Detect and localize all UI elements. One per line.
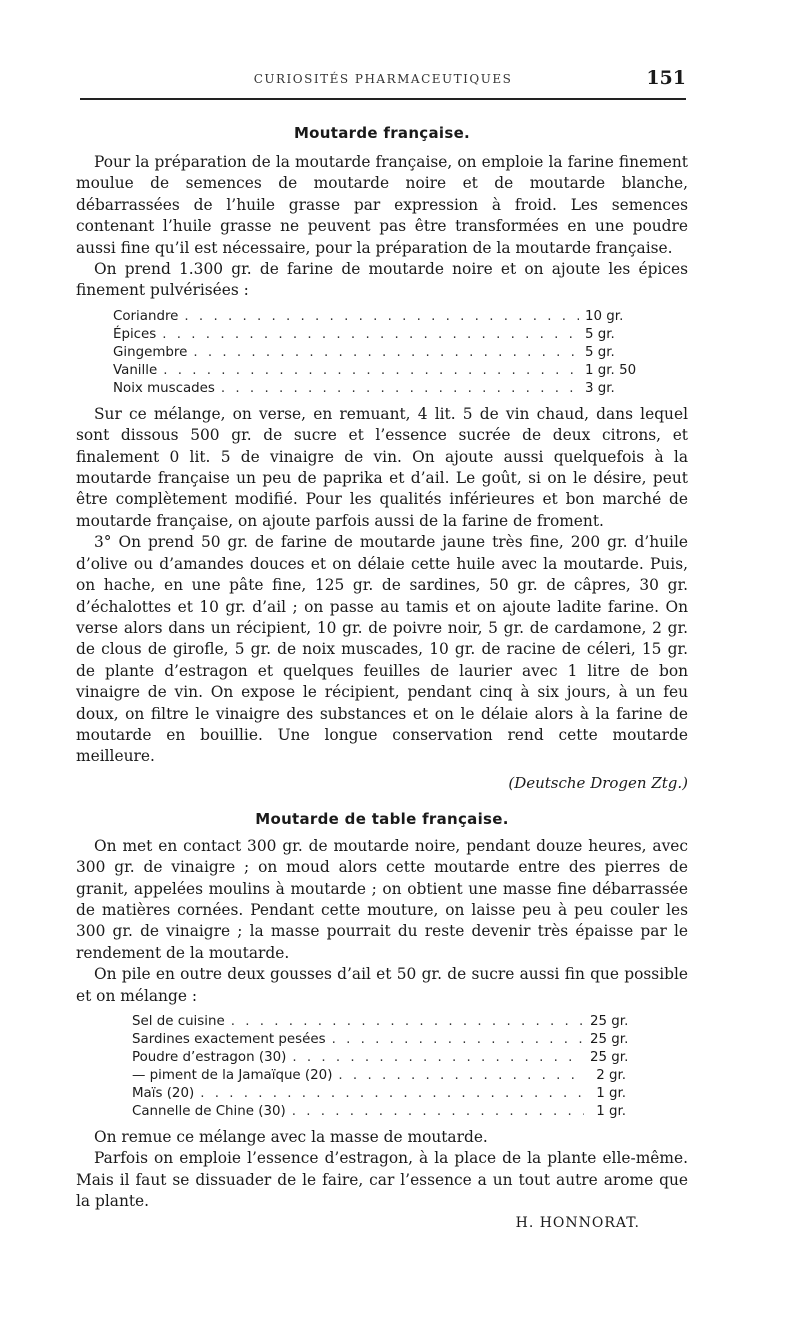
ingredient-row bbox=[113, 344, 643, 362]
ingredient-list bbox=[113, 308, 643, 398]
ingredient-quantity: 5 gr. bbox=[585, 326, 615, 342]
ingredient-row bbox=[113, 380, 643, 398]
page-number: 151 bbox=[646, 67, 686, 89]
paragraph: On met en contact 300 gr. de moutarde noire, pendant douze heures, avec 300 gr. de vinaigre ; on moud alors cette moutarde entre des pierres de granit, appelées moulins à moutarde ; on obtient une masse fine débarrassée de matières cornées. Pendant cette mouture, on laisse peu à peu couler les 300 gr. de vinaigre ; la masse pourrait du reste devenir très épaisse par le rendement de la moutarde. bbox=[76, 836, 688, 962]
ingredient-name: Coriandre bbox=[113, 308, 179, 324]
ingredient-quantity: 3 gr. bbox=[585, 380, 615, 396]
ingredient-name: Maïs (20) bbox=[132, 1086, 195, 1101]
author-signature: H. HONNORAT. bbox=[515, 1214, 640, 1231]
paragraph: 3° On prend 50 gr. de farine de moutarde jaune très fine, 200 gr. d’huile d’olive ou d’amandes douces et on délaie cette huile avec la moutarde. Puis, on hache, en une pâte fine, 125 gr. de sardines, 50 gr. de câpres, 30 gr. d’échalottes et 10 gr. d’ail ; on passe au tamis et on ajoute ladite farine. On verse alors dans un récipient, 10 gr. de poivre noir, 5 gr. de cardamone, 2 gr. de clous de girofle, 5 gr. de noix muscades, 10 gr. de racine de céleri, 15 gr. de plante d’estragon et quelques feuilles de laurier avec 1 litre de bon vinaigre de vin. On expose le récipient, pendant cinq à six jours, à un feu doux, on filtre le vinaigre des substances et on le délaie alors à la farine de moutarde en bouillie. Une longue conservation rend cette moutarde meilleure. bbox=[76, 533, 688, 766]
ingredient-quantity: 1 gr. 50 bbox=[585, 362, 637, 378]
paragraph: Sur ce mélange, on verse, en remuant, 4 lit. 5 de vin chaud, dans lequel sont dissous 500 gr. de sucre et l’essence sucrée de deux citrons, et finalement 0 lit. 5 de vinaigre de vin. On ajoute aussi quelquefois à la moutarde française un peu de paprika et d’ail. Le goût, si on le désire, peut être complètement modifié. Pour les qualités inférieures et bon marché de moutarde française, on ajoute parfois aussi de la farine de froment. bbox=[76, 404, 688, 530]
running-title: CURIOSITÉS PHARMACEUTIQUES bbox=[253, 72, 513, 86]
ingredient-row bbox=[132, 1067, 626, 1085]
ingredient-name: Noix muscades bbox=[113, 380, 215, 396]
paragraph: Pour la préparation de la moutarde française, on emploie la farine finement moulue de semences de moutarde noire et de moutarde blanche, débarrassées de l’huile grasse par expression à froid. Les semences contenant l’huile grasse ne peuvent pas être transformées en une poudre aussi fine qu’il est nécessaire, pour la préparation de la moutarde française. bbox=[76, 153, 688, 257]
ingredient-name: — piment de la Jamaïque (20) bbox=[132, 1068, 333, 1083]
ingredient-row bbox=[132, 1049, 629, 1067]
leader-dots bbox=[221, 380, 579, 398]
leader-dots bbox=[292, 1049, 584, 1067]
ingredient-quantity: 5 gr. bbox=[585, 344, 615, 360]
ingredient-name: Vanille bbox=[113, 362, 158, 378]
section-title-moutarde-francaise: Moutarde française. bbox=[293, 124, 471, 142]
leader-dots bbox=[193, 344, 579, 362]
source-citation: (Deutsche Drogen Ztg.) bbox=[508, 773, 688, 792]
page-content bbox=[76, 118, 688, 1231]
ingredient-quantity: 25 gr. bbox=[590, 1050, 629, 1065]
ingredient-row bbox=[132, 1085, 626, 1103]
paragraph: On pile en outre deux gousses d’ail et 50 gr. de sucre aussi fin que possible et on mélange : bbox=[76, 965, 688, 1005]
ingredient-row bbox=[132, 1031, 629, 1049]
ingredient-row bbox=[113, 326, 643, 344]
ingredient-quantity: 1 gr. bbox=[596, 1104, 626, 1119]
leader-dots bbox=[338, 1067, 584, 1085]
leader-dots bbox=[231, 1013, 584, 1031]
ingredient-row bbox=[113, 362, 643, 380]
ingredient-quantity: 1 gr. bbox=[596, 1086, 626, 1101]
leader-dots bbox=[292, 1103, 584, 1121]
paragraph: Parfois on emploie l’essence d’estragon, à la place de la plante elle-même. Mais il faut se dissuader de le faire, car l’essence a un tout autre arome que la plante. bbox=[76, 1149, 688, 1211]
leader-dots bbox=[162, 326, 579, 344]
ingredient-quantity: 25 gr. bbox=[590, 1014, 629, 1029]
ingredient-quantity: 10 gr. bbox=[585, 308, 624, 324]
leader-dots bbox=[200, 1085, 584, 1103]
ingredient-quantity: 25 gr. bbox=[590, 1032, 629, 1047]
ingredient-name: Sel de cuisine bbox=[132, 1014, 225, 1029]
ingredient-quantity: 2 gr. bbox=[596, 1068, 626, 1083]
leader-dots bbox=[332, 1031, 584, 1049]
ingredient-name: Sardines exactement pesées bbox=[132, 1032, 326, 1047]
paragraph: On remue ce mélange avec la masse de moutarde. bbox=[94, 1128, 488, 1146]
paragraph: On prend 1.300 gr. de farine de moutarde noire et on ajoute les épices finement pulvérisées : bbox=[76, 260, 688, 300]
ingredient-name: Cannelle de Chine (30) bbox=[132, 1104, 286, 1119]
ingredient-row bbox=[113, 308, 643, 326]
ingredient-row bbox=[132, 1013, 629, 1031]
section-title-moutarde-de-table: Moutarde de table française. bbox=[255, 809, 509, 828]
ingredient-name: Gingembre bbox=[113, 344, 188, 360]
ingredient-name: Poudre d’estragon (30) bbox=[132, 1050, 287, 1065]
leader-dots bbox=[184, 308, 579, 326]
ingredient-row bbox=[132, 1103, 626, 1121]
ingredient-name: Épices bbox=[113, 326, 157, 342]
ingredient-list bbox=[132, 1013, 629, 1121]
running-head bbox=[80, 60, 686, 100]
leader-dots bbox=[163, 362, 579, 380]
